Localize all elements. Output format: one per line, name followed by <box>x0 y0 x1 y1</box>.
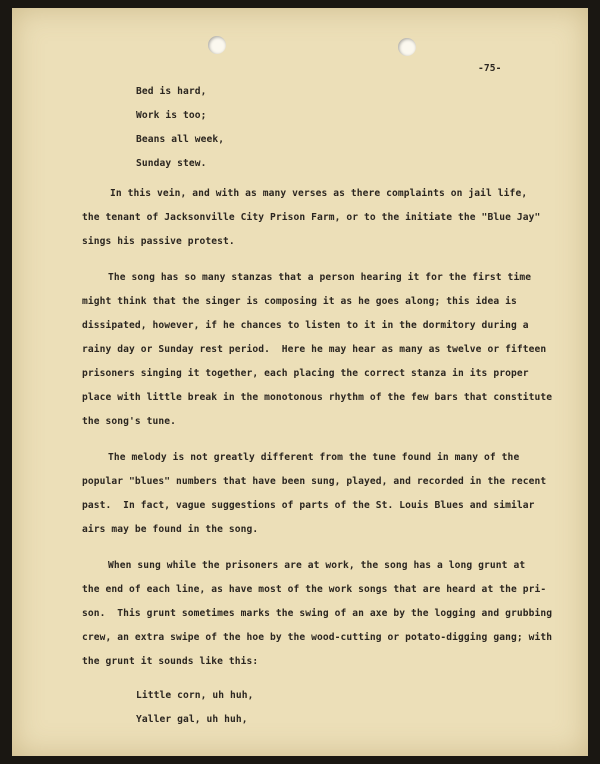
paragraph-line: When sung while the prisoners are at work, the song has a long grunt at <box>108 560 526 571</box>
verse-line: Little corn, uh huh, <box>136 690 254 701</box>
verse-line: Beans all week, <box>136 134 225 145</box>
paragraph-line: past. In fact, vague suggestions of parts of the St. Louis Blues and similar <box>82 500 535 511</box>
verse-line: Yaller gal, uh huh, <box>136 714 248 725</box>
paragraph-line: the grunt it sounds like this: <box>82 656 259 667</box>
paragraph-line: might think that the singer is composing it as he goes along; this idea is <box>82 296 517 307</box>
verse-line: Bed is hard, <box>136 86 207 97</box>
paragraph-line: crew, an extra swipe of the hoe by the wood-cutting or potato-digging gang; with <box>82 632 553 643</box>
paragraph-line: the tenant of Jacksonville City Prison Farm, or to the initiate the "Blue Jay" <box>82 212 541 223</box>
paragraph-line: In this vein, and with as many verses as there complaints on jail life, <box>110 188 528 199</box>
punch-hole-left <box>208 36 226 54</box>
typescript-page <box>12 8 588 756</box>
paragraph-line: sings his passive protest. <box>82 236 235 247</box>
paragraph-line: popular "blues" numbers that have been sung, played, and recorded in the recent <box>82 476 547 487</box>
paragraph-line: The melody is not greatly different from the tune found in many of the <box>108 452 520 463</box>
paragraph-line: The song has so many stanzas that a person hearing it for the first time <box>108 272 532 283</box>
paragraph-line: place with little break in the monotonous rhythm of the few bars that constitute <box>82 392 553 403</box>
paragraph-line: rainy day or Sunday rest period. Here he may hear as many as twelve or fifteen <box>82 344 547 355</box>
verse-line: Sunday stew. <box>136 158 207 169</box>
punch-hole-right <box>398 38 416 56</box>
page-number: -75- <box>478 63 502 74</box>
paragraph-line: the song's tune. <box>82 416 177 427</box>
paragraph-line: son. This grunt sometimes marks the swing of an axe by the logging and grubbing <box>82 608 553 619</box>
paragraph-line: dissipated, however, if he chances to listen to it in the dormitory during a <box>82 320 529 331</box>
verse-line: Work is too; <box>136 110 207 121</box>
paragraph-line: the end of each line, as have most of the work songs that are heard at the pri- <box>82 584 547 595</box>
paragraph-line: airs may be found in the song. <box>82 524 259 535</box>
paragraph-line: prisoners singing it together, each placing the correct stanza in its proper <box>82 368 529 379</box>
